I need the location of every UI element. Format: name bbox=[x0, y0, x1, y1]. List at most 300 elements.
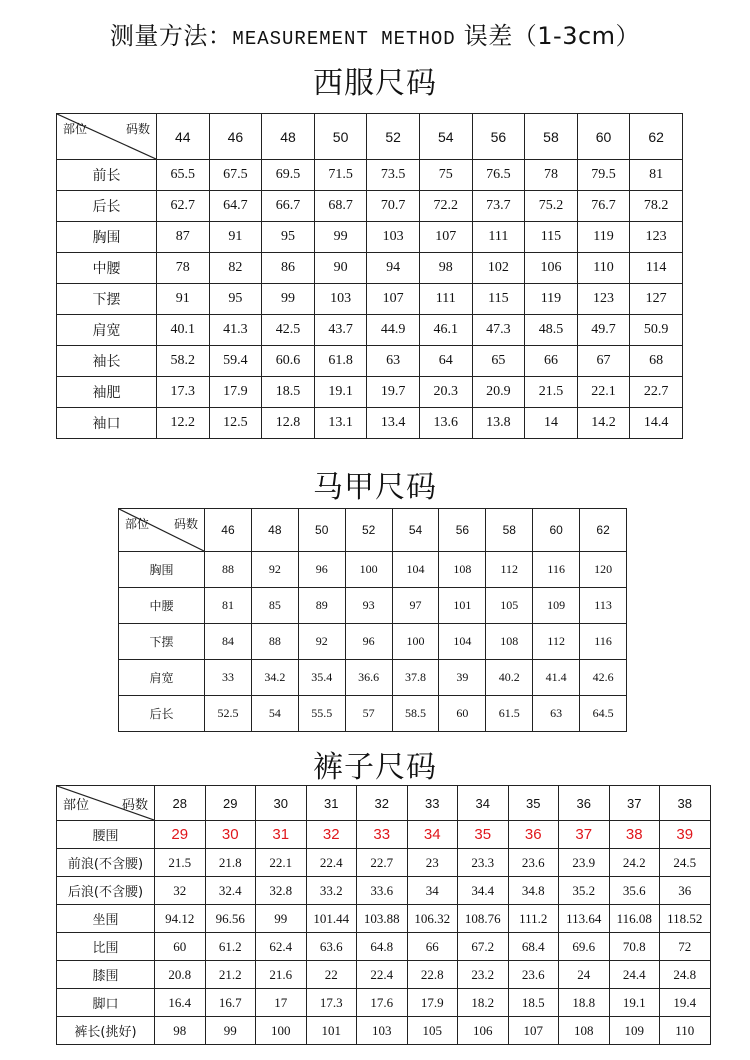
value-cell: 108.76 bbox=[458, 905, 509, 933]
value-cell: 99 bbox=[262, 284, 315, 315]
vest-title: 马甲尺码 bbox=[313, 470, 437, 505]
value-cell: 98 bbox=[419, 253, 472, 284]
value-cell: 87 bbox=[157, 222, 210, 253]
value-cell: 115 bbox=[472, 284, 525, 315]
value-cell: 120 bbox=[580, 552, 627, 588]
table-row bbox=[57, 877, 711, 905]
size-header: 29 bbox=[205, 786, 256, 821]
table-row bbox=[119, 588, 627, 624]
table-row bbox=[57, 253, 683, 284]
row-label: 胸围 bbox=[119, 552, 205, 588]
size-header: 54 bbox=[419, 114, 472, 160]
value-cell: 34 bbox=[407, 877, 458, 905]
value-cell: 90 bbox=[314, 253, 367, 284]
value-cell: 41.3 bbox=[209, 315, 262, 346]
value-cell: 52.5 bbox=[205, 696, 252, 732]
value-cell: 75 bbox=[419, 160, 472, 191]
value-cell: 21.2 bbox=[205, 961, 256, 989]
table-row bbox=[57, 933, 711, 961]
value-cell: 110 bbox=[660, 1017, 711, 1045]
table-row bbox=[119, 624, 627, 660]
size-header: 36 bbox=[559, 786, 610, 821]
value-cell: 21.5 bbox=[525, 377, 578, 408]
size-header: 60 bbox=[577, 114, 630, 160]
value-cell: 29 bbox=[155, 821, 206, 849]
value-cell: 23 bbox=[407, 849, 458, 877]
value-cell: 12.5 bbox=[209, 408, 262, 439]
value-cell: 23.2 bbox=[458, 961, 509, 989]
value-cell: 65.5 bbox=[157, 160, 210, 191]
value-cell: 64.8 bbox=[357, 933, 408, 961]
value-cell: 17.9 bbox=[209, 377, 262, 408]
header-en: MEASUREMENT METHOD bbox=[232, 28, 456, 50]
size-header: 38 bbox=[660, 786, 711, 821]
value-cell: 114 bbox=[630, 253, 683, 284]
value-cell: 39 bbox=[439, 660, 486, 696]
value-cell: 35.4 bbox=[298, 660, 345, 696]
value-cell: 103.88 bbox=[357, 905, 408, 933]
header-row bbox=[57, 786, 711, 821]
value-cell: 30 bbox=[205, 821, 256, 849]
value-cell: 43.7 bbox=[314, 315, 367, 346]
value-cell: 17 bbox=[256, 989, 307, 1017]
vest-size-table bbox=[118, 508, 627, 732]
value-cell: 99 bbox=[256, 905, 307, 933]
corner-cell bbox=[119, 509, 205, 552]
value-cell: 66 bbox=[407, 933, 458, 961]
value-cell: 34.2 bbox=[251, 660, 298, 696]
value-cell: 92 bbox=[251, 552, 298, 588]
measurement-method-header bbox=[0, 16, 750, 51]
value-cell: 60 bbox=[439, 696, 486, 732]
table-row bbox=[57, 191, 683, 222]
size-header: 62 bbox=[630, 114, 683, 160]
suit-size-table bbox=[56, 113, 683, 439]
value-cell: 81 bbox=[205, 588, 252, 624]
size-header: 46 bbox=[209, 114, 262, 160]
table-row bbox=[57, 284, 683, 315]
value-cell: 13.6 bbox=[419, 408, 472, 439]
row-label: 肩宽 bbox=[57, 315, 157, 346]
value-cell: 66.7 bbox=[262, 191, 315, 222]
value-cell: 19.1 bbox=[609, 989, 660, 1017]
value-cell: 105 bbox=[486, 588, 533, 624]
size-header: 58 bbox=[525, 114, 578, 160]
value-cell: 123 bbox=[577, 284, 630, 315]
size-header: 54 bbox=[392, 509, 439, 552]
value-cell: 16.4 bbox=[155, 989, 206, 1017]
value-cell: 17.3 bbox=[157, 377, 210, 408]
value-cell: 60 bbox=[155, 933, 206, 961]
value-cell: 108 bbox=[486, 624, 533, 660]
corner-size-label: 码数 bbox=[125, 122, 150, 136]
value-cell: 76.7 bbox=[577, 191, 630, 222]
value-cell: 75.2 bbox=[525, 191, 578, 222]
value-cell: 100 bbox=[345, 552, 392, 588]
value-cell: 109 bbox=[533, 588, 580, 624]
value-cell: 123 bbox=[630, 222, 683, 253]
value-cell: 58.5 bbox=[392, 696, 439, 732]
value-cell: 22.8 bbox=[407, 961, 458, 989]
value-cell: 23.3 bbox=[458, 849, 509, 877]
row-label: 袖长 bbox=[57, 346, 157, 377]
value-cell: 33.6 bbox=[357, 877, 408, 905]
header-tail: 误差（1-3cm） bbox=[455, 22, 641, 50]
value-cell: 89 bbox=[298, 588, 345, 624]
value-cell: 49.7 bbox=[577, 315, 630, 346]
value-cell: 47.3 bbox=[472, 315, 525, 346]
size-header: 44 bbox=[157, 114, 210, 160]
value-cell: 13.1 bbox=[314, 408, 367, 439]
value-cell: 67.2 bbox=[458, 933, 509, 961]
value-cell: 59.4 bbox=[209, 346, 262, 377]
table-row bbox=[57, 905, 711, 933]
value-cell: 116 bbox=[533, 552, 580, 588]
size-header: 35 bbox=[508, 786, 559, 821]
pants-size-table bbox=[56, 785, 711, 1045]
value-cell: 93 bbox=[345, 588, 392, 624]
row-label: 比围 bbox=[57, 933, 155, 961]
value-cell: 33 bbox=[357, 821, 408, 849]
value-cell: 113 bbox=[580, 588, 627, 624]
value-cell: 24.8 bbox=[660, 961, 711, 989]
value-cell: 40.1 bbox=[157, 315, 210, 346]
value-cell: 111.2 bbox=[508, 905, 559, 933]
value-cell: 36.6 bbox=[345, 660, 392, 696]
value-cell: 32.8 bbox=[256, 877, 307, 905]
value-cell: 85 bbox=[251, 588, 298, 624]
row-label: 肩宽 bbox=[119, 660, 205, 696]
row-label: 袖肥 bbox=[57, 377, 157, 408]
value-cell: 100 bbox=[256, 1017, 307, 1045]
value-cell: 79.5 bbox=[577, 160, 630, 191]
row-label: 裤长(挑好) bbox=[57, 1017, 155, 1045]
value-cell: 37.8 bbox=[392, 660, 439, 696]
header-row bbox=[119, 509, 627, 552]
value-cell: 96.56 bbox=[205, 905, 256, 933]
value-cell: 115 bbox=[525, 222, 578, 253]
value-cell: 112 bbox=[533, 624, 580, 660]
value-cell: 78 bbox=[157, 253, 210, 284]
size-header: 62 bbox=[580, 509, 627, 552]
size-header: 31 bbox=[306, 786, 357, 821]
row-label: 腰围 bbox=[57, 821, 155, 849]
value-cell: 78.2 bbox=[630, 191, 683, 222]
value-cell: 37 bbox=[559, 821, 610, 849]
value-cell: 54 bbox=[251, 696, 298, 732]
size-header: 32 bbox=[357, 786, 408, 821]
value-cell: 76.5 bbox=[472, 160, 525, 191]
value-cell: 110 bbox=[577, 253, 630, 284]
value-cell: 63 bbox=[533, 696, 580, 732]
value-cell: 91 bbox=[209, 222, 262, 253]
value-cell: 86 bbox=[262, 253, 315, 284]
value-cell: 17.3 bbox=[306, 989, 357, 1017]
row-label: 中腰 bbox=[119, 588, 205, 624]
value-cell: 70.7 bbox=[367, 191, 420, 222]
value-cell: 17.9 bbox=[407, 989, 458, 1017]
row-label: 下摆 bbox=[57, 284, 157, 315]
value-cell: 64 bbox=[419, 346, 472, 377]
value-cell: 17.6 bbox=[357, 989, 408, 1017]
size-header: 28 bbox=[155, 786, 206, 821]
value-cell: 13.4 bbox=[367, 408, 420, 439]
value-cell: 69.6 bbox=[559, 933, 610, 961]
value-cell: 57 bbox=[345, 696, 392, 732]
corner-size-label: 码数 bbox=[121, 798, 148, 813]
value-cell: 38 bbox=[609, 821, 660, 849]
value-cell: 96 bbox=[298, 552, 345, 588]
size-header: 30 bbox=[256, 786, 307, 821]
value-cell: 70.8 bbox=[609, 933, 660, 961]
value-cell: 119 bbox=[525, 284, 578, 315]
value-cell: 31 bbox=[256, 821, 307, 849]
value-cell: 24.2 bbox=[609, 849, 660, 877]
value-cell: 14 bbox=[525, 408, 578, 439]
table-row bbox=[57, 377, 683, 408]
value-cell: 24.4 bbox=[609, 961, 660, 989]
value-cell: 18.5 bbox=[508, 989, 559, 1017]
value-cell: 98 bbox=[155, 1017, 206, 1045]
value-cell: 20.3 bbox=[419, 377, 472, 408]
row-label: 坐围 bbox=[57, 905, 155, 933]
table-row bbox=[57, 989, 711, 1017]
value-cell: 127 bbox=[630, 284, 683, 315]
value-cell: 81 bbox=[630, 160, 683, 191]
value-cell: 68.7 bbox=[314, 191, 367, 222]
table-row bbox=[57, 1017, 711, 1045]
value-cell: 104 bbox=[439, 624, 486, 660]
size-header: 34 bbox=[458, 786, 509, 821]
value-cell: 23.9 bbox=[559, 849, 610, 877]
row-label: 后长 bbox=[119, 696, 205, 732]
value-cell: 35.6 bbox=[609, 877, 660, 905]
value-cell: 22.1 bbox=[577, 377, 630, 408]
value-cell: 33 bbox=[205, 660, 252, 696]
value-cell: 19.7 bbox=[367, 377, 420, 408]
value-cell: 60.6 bbox=[262, 346, 315, 377]
table-row bbox=[119, 696, 627, 732]
value-cell: 20.9 bbox=[472, 377, 525, 408]
value-cell: 62.7 bbox=[157, 191, 210, 222]
value-cell: 40.2 bbox=[486, 660, 533, 696]
value-cell: 64.5 bbox=[580, 696, 627, 732]
value-cell: 66 bbox=[525, 346, 578, 377]
row-label: 胸围 bbox=[57, 222, 157, 253]
value-cell: 68 bbox=[630, 346, 683, 377]
value-cell: 101 bbox=[439, 588, 486, 624]
value-cell: 12.8 bbox=[262, 408, 315, 439]
value-cell: 22.4 bbox=[357, 961, 408, 989]
value-cell: 99 bbox=[314, 222, 367, 253]
value-cell: 116 bbox=[580, 624, 627, 660]
value-cell: 46.1 bbox=[419, 315, 472, 346]
value-cell: 65 bbox=[472, 346, 525, 377]
value-cell: 42.5 bbox=[262, 315, 315, 346]
value-cell: 50.9 bbox=[630, 315, 683, 346]
value-cell: 108 bbox=[559, 1017, 610, 1045]
size-header: 56 bbox=[472, 114, 525, 160]
value-cell: 22 bbox=[306, 961, 357, 989]
value-cell: 101.44 bbox=[306, 905, 357, 933]
size-header: 48 bbox=[251, 509, 298, 552]
size-header: 50 bbox=[298, 509, 345, 552]
value-cell: 61.5 bbox=[486, 696, 533, 732]
value-cell: 21.5 bbox=[155, 849, 206, 877]
value-cell: 19.4 bbox=[660, 989, 711, 1017]
value-cell: 36 bbox=[660, 877, 711, 905]
value-cell: 91 bbox=[157, 284, 210, 315]
row-label: 前长 bbox=[57, 160, 157, 191]
value-cell: 88 bbox=[205, 552, 252, 588]
value-cell: 95 bbox=[262, 222, 315, 253]
value-cell: 63.6 bbox=[306, 933, 357, 961]
value-cell: 42.6 bbox=[580, 660, 627, 696]
value-cell: 44.9 bbox=[367, 315, 420, 346]
value-cell: 21.6 bbox=[256, 961, 307, 989]
value-cell: 34 bbox=[407, 821, 458, 849]
value-cell: 106 bbox=[525, 253, 578, 284]
size-header: 33 bbox=[407, 786, 458, 821]
value-cell: 111 bbox=[472, 222, 525, 253]
value-cell: 73.5 bbox=[367, 160, 420, 191]
row-label: 后浪(不含腰) bbox=[57, 877, 155, 905]
value-cell: 112 bbox=[486, 552, 533, 588]
value-cell: 18.8 bbox=[559, 989, 610, 1017]
value-cell: 97 bbox=[392, 588, 439, 624]
value-cell: 55.5 bbox=[298, 696, 345, 732]
value-cell: 78 bbox=[525, 160, 578, 191]
value-cell: 24.5 bbox=[660, 849, 711, 877]
value-cell: 106 bbox=[458, 1017, 509, 1045]
value-cell: 67.5 bbox=[209, 160, 262, 191]
value-cell: 101 bbox=[306, 1017, 357, 1045]
row-label: 前浪(不含腰) bbox=[57, 849, 155, 877]
value-cell: 108 bbox=[439, 552, 486, 588]
value-cell: 36 bbox=[508, 821, 559, 849]
size-header: 52 bbox=[367, 114, 420, 160]
row-label: 下摆 bbox=[119, 624, 205, 660]
value-cell: 84 bbox=[205, 624, 252, 660]
value-cell: 92 bbox=[298, 624, 345, 660]
value-cell: 69.5 bbox=[262, 160, 315, 191]
value-cell: 72.2 bbox=[419, 191, 472, 222]
corner-part-label: 部位 bbox=[125, 517, 150, 531]
table-row bbox=[119, 660, 627, 696]
table-row bbox=[57, 961, 711, 989]
table-row bbox=[57, 408, 683, 439]
row-label: 膝围 bbox=[57, 961, 155, 989]
value-cell: 23.6 bbox=[508, 961, 559, 989]
value-cell: 22.7 bbox=[357, 849, 408, 877]
value-cell: 94 bbox=[367, 253, 420, 284]
value-cell: 18.5 bbox=[262, 377, 315, 408]
corner-part-label: 部位 bbox=[63, 798, 90, 813]
value-cell: 119 bbox=[577, 222, 630, 253]
value-cell: 62.4 bbox=[256, 933, 307, 961]
value-cell: 14.2 bbox=[577, 408, 630, 439]
value-cell: 61.8 bbox=[314, 346, 367, 377]
value-cell: 13.8 bbox=[472, 408, 525, 439]
size-header: 60 bbox=[533, 509, 580, 552]
value-cell: 82 bbox=[209, 253, 262, 284]
value-cell: 18.2 bbox=[458, 989, 509, 1017]
value-cell: 16.7 bbox=[205, 989, 256, 1017]
value-cell: 72 bbox=[660, 933, 711, 961]
table-row bbox=[119, 552, 627, 588]
size-header: 58 bbox=[486, 509, 533, 552]
value-cell: 19.1 bbox=[314, 377, 367, 408]
value-cell: 32 bbox=[306, 821, 357, 849]
value-cell: 48.5 bbox=[525, 315, 578, 346]
value-cell: 14.4 bbox=[630, 408, 683, 439]
value-cell: 32.4 bbox=[205, 877, 256, 905]
value-cell: 99 bbox=[205, 1017, 256, 1045]
value-cell: 118.52 bbox=[660, 905, 711, 933]
value-cell: 111 bbox=[419, 284, 472, 315]
value-cell: 20.8 bbox=[155, 961, 206, 989]
value-cell: 23.6 bbox=[508, 849, 559, 877]
value-cell: 24 bbox=[559, 961, 610, 989]
value-cell: 12.2 bbox=[157, 408, 210, 439]
value-cell: 103 bbox=[357, 1017, 408, 1045]
table-row bbox=[57, 849, 711, 877]
value-cell: 88 bbox=[251, 624, 298, 660]
value-cell: 107 bbox=[367, 284, 420, 315]
value-cell: 105 bbox=[407, 1017, 458, 1045]
value-cell: 109 bbox=[609, 1017, 660, 1045]
value-cell: 32 bbox=[155, 877, 206, 905]
value-cell: 64.7 bbox=[209, 191, 262, 222]
value-cell: 61.2 bbox=[205, 933, 256, 961]
value-cell: 35.2 bbox=[559, 877, 610, 905]
size-header: 37 bbox=[609, 786, 660, 821]
value-cell: 21.8 bbox=[205, 849, 256, 877]
value-cell: 107 bbox=[419, 222, 472, 253]
row-label: 中腰 bbox=[57, 253, 157, 284]
value-cell: 71.5 bbox=[314, 160, 367, 191]
corner-part-label: 部位 bbox=[63, 122, 88, 136]
size-header: 48 bbox=[262, 114, 315, 160]
corner-size-label: 码数 bbox=[173, 517, 198, 531]
value-cell: 33.2 bbox=[306, 877, 357, 905]
table-row bbox=[57, 821, 711, 849]
value-cell: 41.4 bbox=[533, 660, 580, 696]
value-cell: 95 bbox=[209, 284, 262, 315]
value-cell: 102 bbox=[472, 253, 525, 284]
value-cell: 94.12 bbox=[155, 905, 206, 933]
size-header: 56 bbox=[439, 509, 486, 552]
value-cell: 22.7 bbox=[630, 377, 683, 408]
header-cn: 测量方法： bbox=[109, 22, 233, 50]
table-row bbox=[57, 346, 683, 377]
size-header: 50 bbox=[314, 114, 367, 160]
value-cell: 34.8 bbox=[508, 877, 559, 905]
value-cell: 107 bbox=[508, 1017, 559, 1045]
value-cell: 96 bbox=[345, 624, 392, 660]
value-cell: 100 bbox=[392, 624, 439, 660]
value-cell: 63 bbox=[367, 346, 420, 377]
size-header: 52 bbox=[345, 509, 392, 552]
value-cell: 103 bbox=[367, 222, 420, 253]
value-cell: 67 bbox=[577, 346, 630, 377]
row-label: 后长 bbox=[57, 191, 157, 222]
table-row bbox=[57, 160, 683, 191]
suit-title: 西服尺码 bbox=[313, 66, 437, 101]
row-label: 脚口 bbox=[57, 989, 155, 1017]
value-cell: 104 bbox=[392, 552, 439, 588]
corner-cell bbox=[57, 786, 155, 821]
